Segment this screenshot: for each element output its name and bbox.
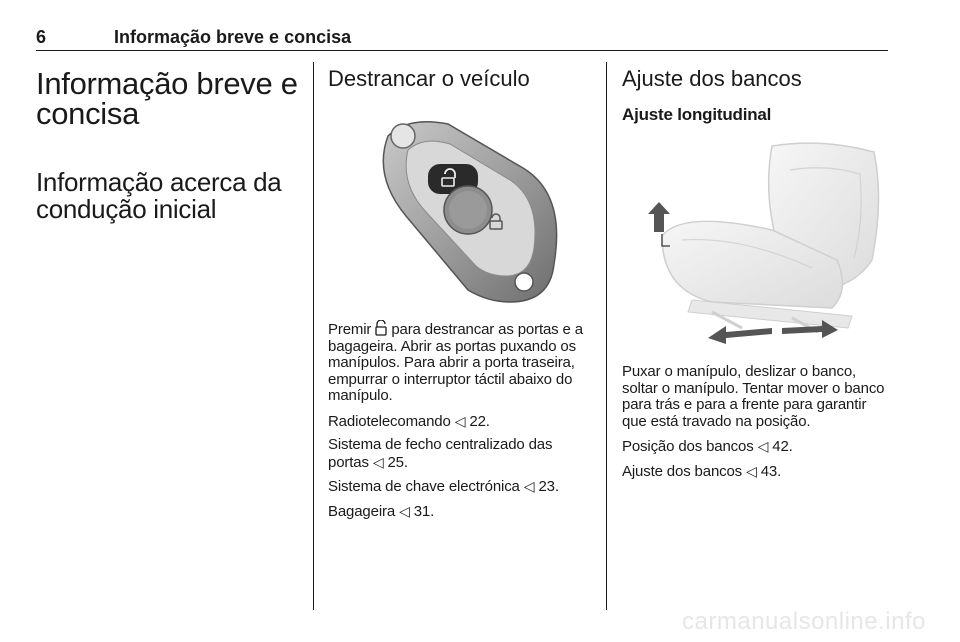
xref-arrow-icon: ◁ bbox=[523, 478, 535, 494]
paragraph-rest: para destrancar as portas e a bagageira. Abrir as portas puxando os manípulos. Para abrir a porta traseira, empurrar o interruptor táctil abaixo do manípulo. bbox=[328, 321, 583, 404]
right-column bbox=[622, 62, 888, 480]
xref-arrow-icon: ◁ bbox=[757, 438, 769, 454]
paragraph-start: Premir bbox=[328, 321, 372, 338]
xref-arrow-icon: ◁ bbox=[372, 453, 384, 470]
seat-paragraph: Puxar o manípulo, deslizar o banco, soltar o manípulo. Tentar mover o banco para trás e para a frente para garantir que está travado na posição. bbox=[622, 363, 885, 430]
xref-page: 43. bbox=[760, 462, 782, 480]
xref-arrow-icon: ◁ bbox=[454, 412, 466, 429]
xref-central-locking[interactable]: Sistema de fecho centralizado das portas ◁ 25. bbox=[328, 436, 553, 471]
xref-load-compartment[interactable]: Bagageira ◁ 31. bbox=[328, 502, 435, 520]
folding-key-icon bbox=[328, 106, 596, 306]
chapter-title: Informação breve e concisa bbox=[36, 66, 298, 131]
seat-subheading: Ajuste longitudinal bbox=[622, 105, 772, 124]
xref-page: 31. bbox=[413, 502, 435, 520]
page-header bbox=[36, 28, 888, 51]
middle-column bbox=[328, 62, 596, 520]
xref-page: 25. bbox=[387, 453, 408, 471]
xref-page: 23. bbox=[538, 478, 559, 495]
xref-arrow-icon: ◁ bbox=[399, 502, 410, 519]
page-number: 6 bbox=[36, 27, 47, 47]
xref-page: 42. bbox=[772, 438, 793, 455]
seat-heading: Ajuste dos bancos bbox=[622, 66, 802, 91]
xref-seat-position[interactable]: Posição dos bancos ◁ 42. bbox=[622, 438, 793, 455]
xref-electronic-key[interactable]: Sistema de chave electrónica ◁ 23. bbox=[328, 478, 559, 495]
unlock-icon bbox=[375, 320, 387, 336]
section-title: Informação acerca da condução inicial bbox=[36, 167, 282, 224]
xref-arrow-icon: ◁ bbox=[746, 462, 757, 479]
xref-seat-adjustment[interactable]: Ajuste dos bancos ◁ 43. bbox=[622, 462, 782, 480]
xref-remote-control[interactable]: Radiotelecomando ◁ 22. bbox=[328, 412, 490, 430]
watermark: carmanualsonline.info bbox=[682, 608, 926, 635]
xref-page: 22. bbox=[469, 412, 490, 430]
header-section-title: Informação breve e concisa bbox=[114, 27, 352, 47]
left-column bbox=[36, 62, 298, 223]
seat-adjustment-icon bbox=[622, 140, 888, 350]
unlock-paragraph bbox=[328, 320, 596, 405]
column-divider bbox=[313, 62, 314, 610]
unlock-heading: Destrancar o veículo bbox=[328, 66, 530, 91]
column-divider bbox=[606, 62, 607, 610]
